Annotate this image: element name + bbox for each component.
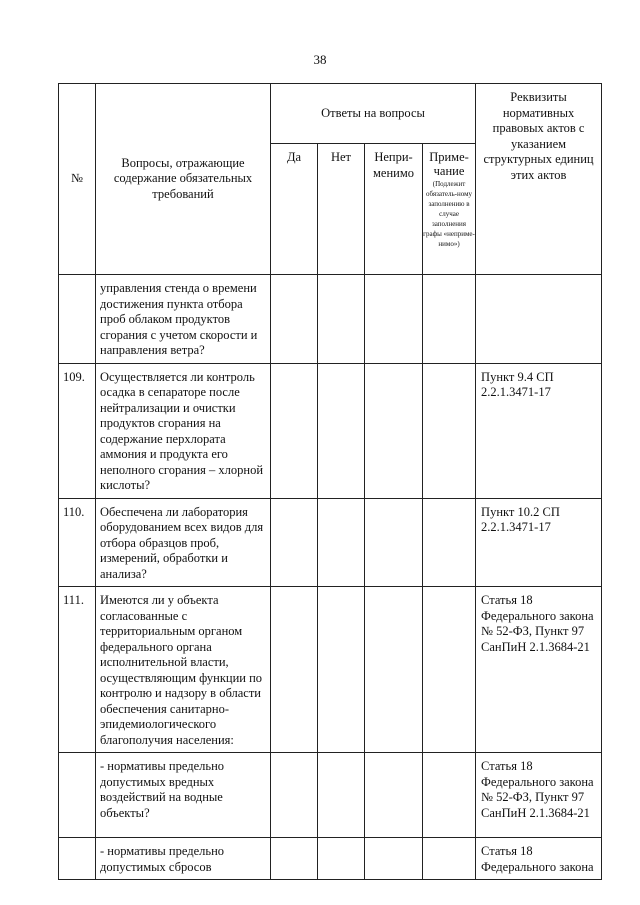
header-no: Нет <box>318 144 365 275</box>
table-row <box>59 587 602 753</box>
answer-no-cell[interactable] <box>318 753 365 838</box>
answer-yes-cell[interactable] <box>271 363 318 498</box>
row-requisites: Пункт 10.2 СП 2.2.1.3471-17 <box>476 498 602 587</box>
row-requisites: Статья 18 Федерального закона № 52-ФЗ, Пункт 97 СанПиН 2.1.3684-21 <box>476 587 602 753</box>
answer-no-cell[interactable] <box>318 838 365 880</box>
answer-note-cell[interactable] <box>423 838 476 880</box>
answer-note-cell[interactable] <box>423 275 476 364</box>
header-note-label: Приме-чание <box>429 150 469 178</box>
answer-no-cell[interactable] <box>318 363 365 498</box>
row-num <box>59 838 96 880</box>
header-requisites: Реквизиты нормативных правовых актов с указанием структурных единиц этих актов <box>476 84 602 275</box>
answer-yes-cell[interactable] <box>271 498 318 587</box>
answer-yes-cell[interactable] <box>271 753 318 838</box>
table-row <box>59 753 602 838</box>
answer-not-applicable-cell[interactable] <box>365 838 423 880</box>
row-question: Обеспечена ли лаборатория оборудованием всех видов для отбора образцов проб, измерений, обработки и анализа? <box>96 498 271 587</box>
row-question: - нормативы предельно допустимых вредных воздействий на водные объекты? <box>96 753 271 838</box>
answer-yes-cell[interactable] <box>271 587 318 753</box>
row-num: 111. <box>59 587 96 753</box>
answer-note-cell[interactable] <box>423 363 476 498</box>
answer-no-cell[interactable] <box>318 587 365 753</box>
answer-yes-cell[interactable] <box>271 275 318 364</box>
header-question: Вопросы, отражающие содержание обязательных требований <box>96 84 271 275</box>
row-num: 109. <box>59 363 96 498</box>
answer-note-cell[interactable] <box>423 498 476 587</box>
answer-note-cell[interactable] <box>423 753 476 838</box>
table-row <box>59 363 602 498</box>
answer-no-cell[interactable] <box>318 275 365 364</box>
row-num <box>59 753 96 838</box>
answer-not-applicable-cell[interactable] <box>365 275 423 364</box>
row-num: 110. <box>59 498 96 587</box>
header-note-small: (Подлежит обязатель-ному заполнению в случае заполнения графы «неприме-нимо») <box>423 180 475 248</box>
row-num <box>59 275 96 364</box>
row-requisites: Пункт 9.4 СП 2.2.1.3471-17 <box>476 363 602 498</box>
row-question: управления стенда о времени достижения пункта отбора проб облаком продуктов сгорания с учетом скорости и направления ветра? <box>96 275 271 364</box>
row-requisites <box>476 275 602 364</box>
row-requisites: Статья 18 Федерального закона № 52-ФЗ, Пункт 97 СанПиН 2.1.3684-21 <box>476 753 602 838</box>
header-yes: Да <box>271 144 318 275</box>
header-answers: Ответы на вопросы <box>271 84 476 144</box>
header-num: № <box>59 84 96 275</box>
answer-yes-cell[interactable] <box>271 838 318 880</box>
row-question: - нормативы предельно допустимых сбросов <box>96 838 271 880</box>
answer-note-cell[interactable] <box>423 587 476 753</box>
page-number: 38 <box>313 52 327 67</box>
answer-not-applicable-cell[interactable] <box>365 363 423 498</box>
answer-no-cell[interactable] <box>318 498 365 587</box>
table-row <box>59 838 602 880</box>
header-row-top <box>59 84 602 144</box>
answer-not-applicable-cell[interactable] <box>365 753 423 838</box>
row-requisites: Статья 18 Федерального закона <box>476 838 602 880</box>
table-row <box>59 275 602 364</box>
table-row <box>59 498 602 587</box>
row-question: Осуществляется ли контроль осадка в сепараторе после нейтрализации и очистки продуктов сгорания на содержание перхлората аммония и продукта его неполного сгорания – хлорной кислоты? <box>96 363 271 498</box>
requirements-table <box>58 83 602 880</box>
row-question: Имеются ли у объекта согласованные с территориальным органом федерального органа исполнительной власти, осуществляющим функции по контролю и надзору в области обеспечения санитарно-эпидемиологического благополучия населения: <box>96 587 271 753</box>
header-note <box>423 144 476 275</box>
answer-not-applicable-cell[interactable] <box>365 498 423 587</box>
header-not-applicable: Непри-менимо <box>365 144 423 275</box>
answer-not-applicable-cell[interactable] <box>365 587 423 753</box>
